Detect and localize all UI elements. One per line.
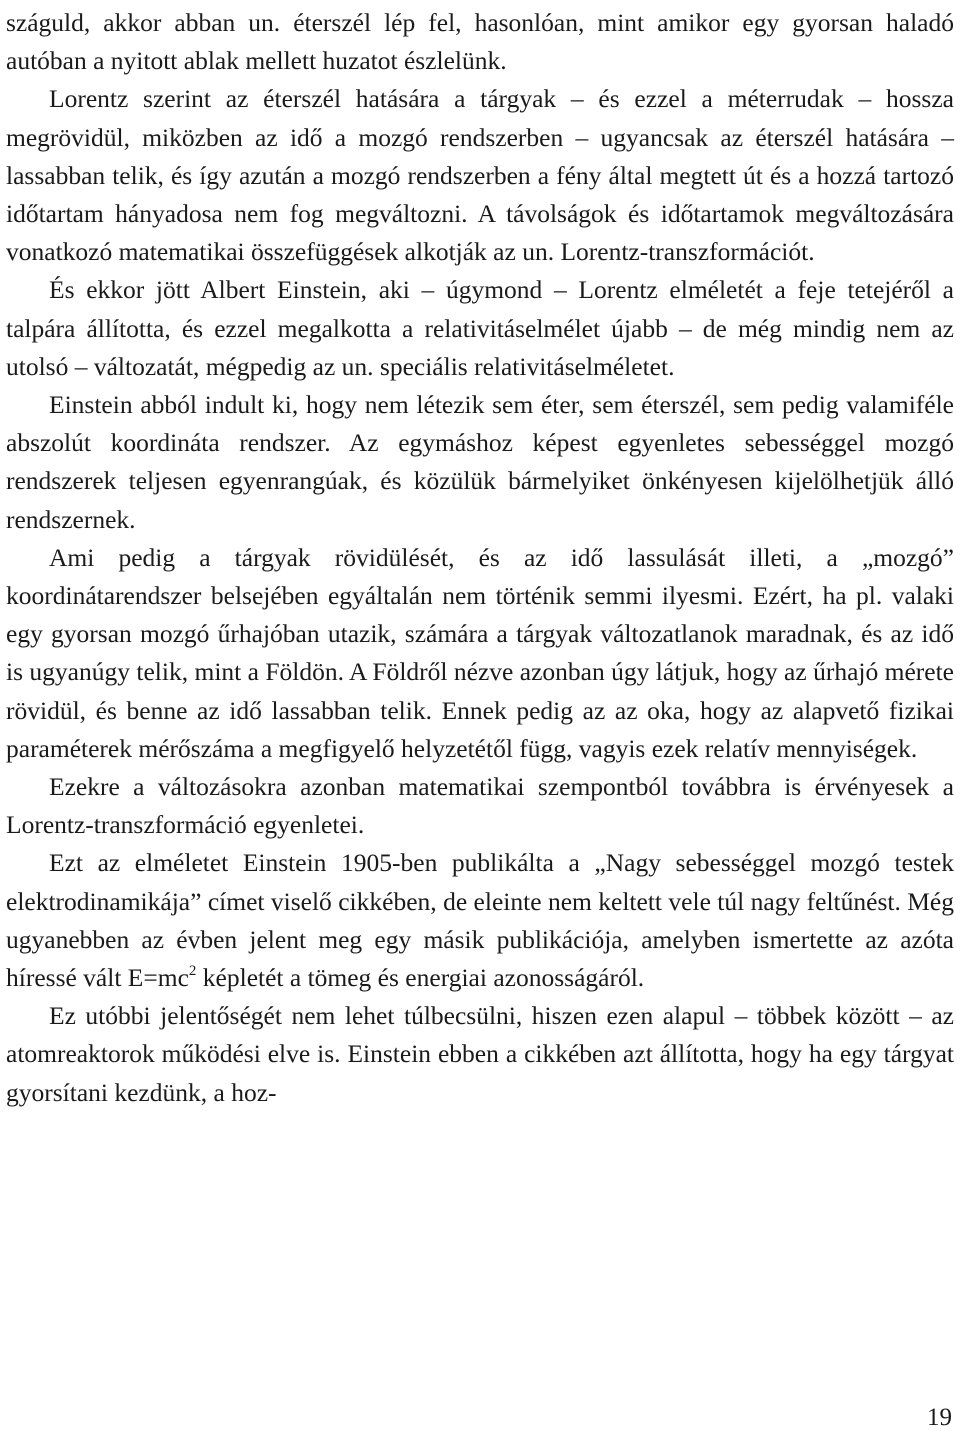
body-text	[6, 4, 954, 1112]
paragraph-lorentz-theory: Lorentz szerint az éterszél hatására a tárgyak – és ezzel a méterrudak – hossza megrövidül, miközben az idő a mozgó rendszerben – ugyancsak az éterszél hatására – lassabban telik, és így azután a mozgó rendszerben a fény által megtett út és a hozzá tartozó időtartam hányadosa nem fog megváltozni. A távolságok és időtartamok megváltozására vonatkozó matematikai összefüggések alkotják az un. Lorentz-transzformációt.	[6, 84, 954, 267]
paragraph-significance: Ez utóbbi jelentőségét nem lehet túlbecsülni, hiszen ezen alapul – többek között – az atomreaktorok működési elve is. Einstein ebben a cikkében azt állította, hogy ha egy tárgyat gyorsítani kezdünk, a hoz-	[6, 1001, 954, 1107]
page-number: 19	[927, 1404, 952, 1431]
paragraph-continuation: száguld, akkor abban un. éterszél lép fel, hasonlóan, mint amikor egy gyorsan haladó autóban a nyitott ablak mellett huzatot észlelünk.	[6, 8, 954, 76]
paragraph-relative-quantities: Ami pedig a tárgyak rövidülését, és az idő lassulását illeti, a „mozgó” koordinátarendszer belsejében egyáltalán nem történik semmi ilyesmi. Ezért, ha pl. valaki egy gyorsan mozgó űrhajóban utazik, számára a tárgyak változatlanok maradnak, és az idő is ugyanúgy telik, mint a Földön. A Földről nézve azonban úgy látjuk, hogy az űrhajó mérete rövidül, és benne az idő lassabban telik. Ennek pedig az az oka, hogy az alapvető fizikai paraméterek mérőszáma a megfigyelő helyzetétől függ, vagyis ezek relatív mennyiségek.	[6, 542, 954, 763]
paragraph-einstein-intro: És ekkor jött Albert Einstein, aki – úgymond – Lorentz elméletét a feje tetejéről a talpára állította, és ezzel megalkotta a relativitáselmélet újabb – de még mindig nem az utolsó – változatát, mégpedig az un. speciális relativitáselméletet.	[6, 275, 954, 381]
paragraph-lorentz-equations: Ezekre a változásokra azonban matematikai szempontból továbbra is érvényesek a Lorentz-transzformáció egyenletei.	[6, 772, 954, 840]
publication-text-end: képletét a tömeg és energiai azonosságáról.	[196, 963, 645, 993]
paragraph-no-ether: Einstein abból indult ki, hogy nem létezik sem éter, sem éterszél, sem pedig valamiféle abszolút koordináta rendszer. Az egymáshoz képest egyenletes sebességgel mozgó rendszerek teljesen egyenrangúak, és közülük bármelyiket önkényesen kijelölhetjük álló rendszernek.	[6, 390, 954, 534]
paragraph-1905-publication	[6, 844, 954, 997]
publication-text: Ezt az elméletet Einstein 1905-ben publikálta a „Nagy sebességgel mozgó testek elektrodinamikája” címet viselő cikkében, de eleinte nem keltett vele túl nagy feltűnést. Még ugyanebben az évben jelent meg egy másik publikációja, amelyben ismertette az azóta híressé vált E=mc	[6, 848, 954, 993]
superscript-exponent: 2	[188, 963, 197, 980]
